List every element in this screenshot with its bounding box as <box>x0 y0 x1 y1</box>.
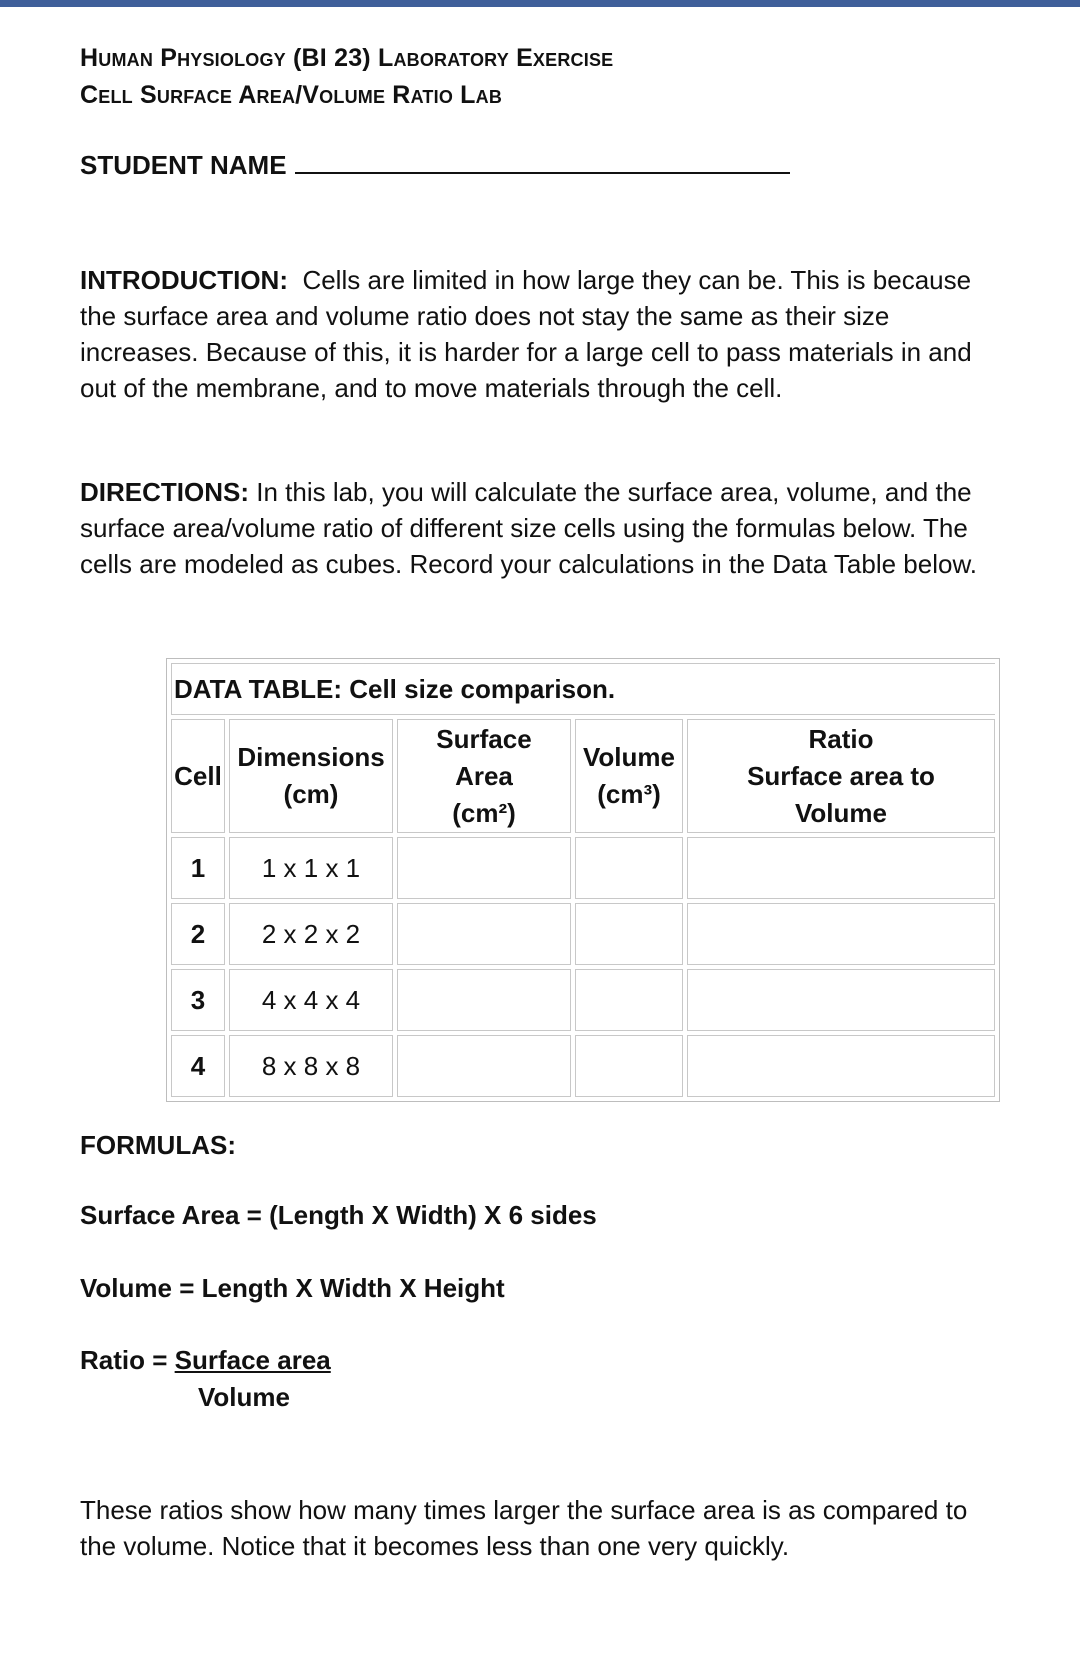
introduction-label: INTRODUCTION: <box>80 265 288 295</box>
header-ratio-line-2: Surface area to <box>747 760 935 791</box>
document-title <box>80 40 1010 114</box>
directions-label: DIRECTIONS: <box>80 477 249 507</box>
student-name-label: STUDENT NAME <box>80 150 287 180</box>
directions-paragraph <box>80 474 1000 582</box>
header-ratio-line-3: Volume <box>795 797 887 828</box>
ratio-formula-denominator: Volume <box>198 1382 290 1412</box>
table-row <box>171 969 995 1031</box>
formulas-heading: FORMULAS: <box>80 1130 236 1160</box>
header-cell: Cell <box>171 719 225 833</box>
row-surface-area-input[interactable] <box>397 837 571 899</box>
row-cell-number: 1 <box>171 837 225 899</box>
ratio-formula-prefix: Ratio = <box>80 1345 175 1375</box>
volume-formula: Volume = Length X Width X Height <box>80 1273 505 1303</box>
title-line-2: Cell Surface Area/Volume Ratio Lab <box>80 81 503 109</box>
row-ratio-input[interactable] <box>687 837 995 899</box>
header-dimensions-line-2: (cm) <box>283 779 339 809</box>
row-surface-area-input[interactable] <box>397 969 571 1031</box>
header-volume-line-2: (cm³) <box>597 779 661 809</box>
header-ratio-line-1: Ratio <box>808 723 874 754</box>
table-caption: DATA TABLE: Cell size comparison. <box>171 663 995 715</box>
introduction-text: Cells are limited in how large they can be. This is because the surface area and volume ratio does not stay the same as their size increases. Because of this, it is harder for a large cell to pass materials in and out of the membrane, and to move materials through the cell. <box>80 265 972 403</box>
row-surface-area-input[interactable] <box>397 1035 571 1097</box>
surface-area-formula: Surface Area = (Length X Width) X 6 sides <box>80 1200 597 1230</box>
table-row <box>171 903 995 965</box>
table-row <box>171 1035 995 1097</box>
row-dimensions: 4 x 4 x 4 <box>229 969 393 1031</box>
row-volume-input[interactable] <box>575 837 683 899</box>
ratio-formula-numerator: Surface area <box>174 1345 331 1375</box>
row-dimensions: 2 x 2 x 2 <box>229 903 393 965</box>
row-volume-input[interactable] <box>575 969 683 1031</box>
row-cell-number: 3 <box>171 969 225 1031</box>
header-ratio <box>687 719 995 833</box>
student-name-blank[interactable] <box>295 152 790 174</box>
table-row <box>171 837 995 899</box>
header-volume-line-1: Volume <box>583 742 675 772</box>
row-surface-area-input[interactable] <box>397 903 571 965</box>
header-dimensions-line-1: Dimensions <box>237 742 385 772</box>
row-cell-number: 2 <box>171 903 225 965</box>
header-volume <box>575 719 683 833</box>
top-accent-bar <box>0 0 1080 7</box>
row-dimensions: 1 x 1 x 1 <box>229 837 393 899</box>
header-sa-line-1: Surface <box>436 723 532 754</box>
header-sa-line-3: (cm²) <box>452 797 516 828</box>
row-dimensions: 8 x 8 x 8 <box>229 1035 393 1097</box>
row-ratio-input[interactable] <box>687 903 995 965</box>
student-name-row <box>80 150 790 181</box>
table-header-row <box>171 719 995 833</box>
row-ratio-input[interactable] <box>687 969 995 1031</box>
row-cell-number: 4 <box>171 1035 225 1097</box>
row-volume-input[interactable] <box>575 903 683 965</box>
header-dimensions <box>229 719 393 833</box>
worksheet-page <box>80 40 1010 1561</box>
introduction-paragraph <box>80 262 1000 406</box>
closing-paragraph: These ratios show how many times larger the surface area is as compared to the volume. Notice that it becomes less than one very quickly. <box>80 1495 968 1561</box>
directions-text: In this lab, you will calculate the surface area, volume, and the surface area/volume ratio of different size cells using the formulas below. The cells are modeled as cubes. Record your calculations in the Data Table below. <box>80 477 978 579</box>
row-volume-input[interactable] <box>575 1035 683 1097</box>
title-line-1: Human Physiology (BI 23) Laboratory Exercise <box>80 44 614 72</box>
ratio-formula <box>80 1345 331 1376</box>
data-table <box>166 658 1000 1102</box>
header-sa-line-2: Area <box>455 760 513 791</box>
header-surface-area <box>397 719 571 833</box>
row-ratio-input[interactable] <box>687 1035 995 1097</box>
